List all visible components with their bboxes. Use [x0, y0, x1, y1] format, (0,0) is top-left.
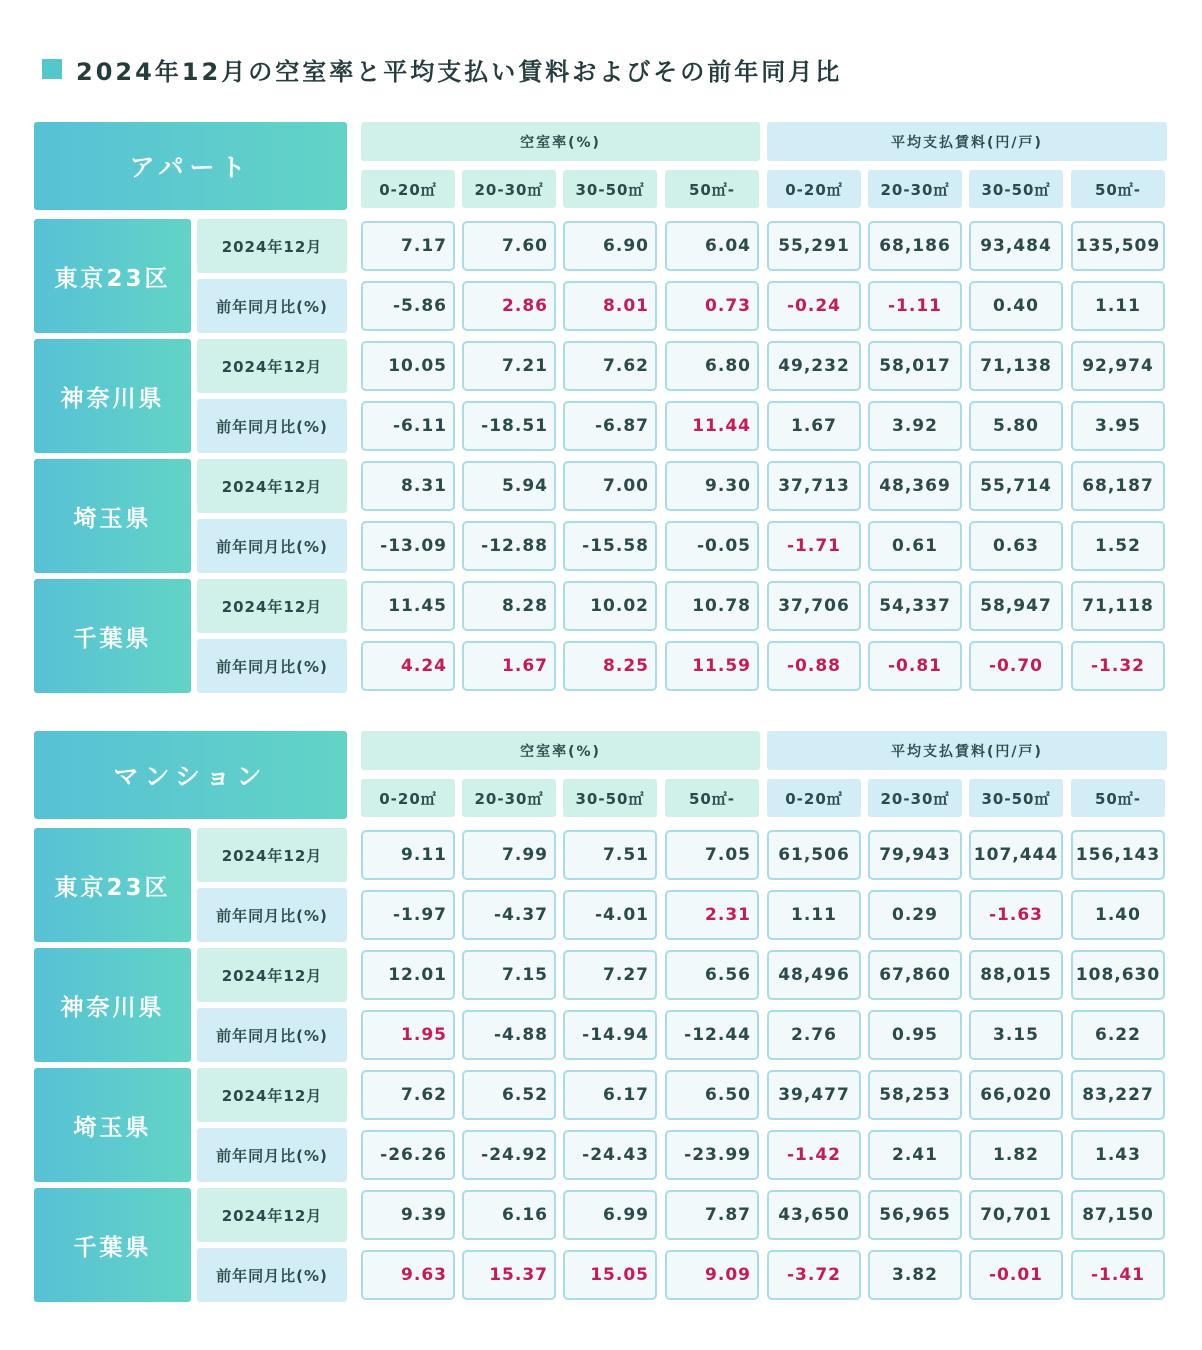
row-label-yoy: 前年同月比(%) [197, 519, 347, 573]
vacancy-cell: 5.94 [462, 461, 556, 511]
rent-cell: -1.71 [767, 521, 861, 571]
rent-cell: 0.61 [868, 521, 962, 571]
rent-cell: -1.32 [1071, 641, 1165, 691]
rent-group-header: 平均支払賃料(円/戸) [767, 122, 1167, 161]
vacancy-cell: -5.86 [361, 281, 455, 331]
row-label-yoy: 前年同月比(%) [197, 399, 347, 453]
vacancy-cell: 8.01 [563, 281, 657, 331]
vacancy-cell: 11.45 [361, 581, 455, 631]
vacancy-cell: 6.56 [665, 950, 759, 1000]
vacancy-cell: 9.30 [665, 461, 759, 511]
vacancy-cell: 6.80 [665, 341, 759, 391]
row-label-current: 2024年12月 [197, 828, 347, 882]
rent-cell: 71,138 [969, 341, 1063, 391]
rent-cell: 37,713 [767, 461, 861, 511]
rent-cell: 5.80 [969, 401, 1063, 451]
vacancy-column-header: 30-50㎡ [563, 779, 657, 817]
vacancy-cell: 7.17 [361, 221, 455, 271]
vacancy-cell: 6.04 [665, 221, 759, 271]
rent-column-header: 20-30㎡ [868, 779, 962, 817]
rent-cell: 0.63 [969, 521, 1063, 571]
rent-cell: 88,015 [969, 950, 1063, 1000]
vacancy-cell: -1.97 [361, 890, 455, 940]
rent-cell: 108,630 [1071, 950, 1165, 1000]
rent-column-header: 0-20㎡ [767, 170, 861, 208]
vacancy-cell: 8.28 [462, 581, 556, 631]
rent-cell: 3.82 [868, 1250, 962, 1300]
vacancy-cell: 7.21 [462, 341, 556, 391]
vacancy-cell: 7.60 [462, 221, 556, 271]
vacancy-cell: 7.15 [462, 950, 556, 1000]
region-label: 神奈川県 [34, 948, 191, 1062]
vacancy-cell: 6.99 [563, 1190, 657, 1240]
rent-group-header: 平均支払賃料(円/戸) [767, 731, 1167, 770]
rent-cell: 56,965 [868, 1190, 962, 1240]
vacancy-cell: 11.44 [665, 401, 759, 451]
row-label-yoy: 前年同月比(%) [197, 639, 347, 693]
rent-cell: 49,232 [767, 341, 861, 391]
row-label-current: 2024年12月 [197, 1068, 347, 1122]
vacancy-cell: 15.37 [462, 1250, 556, 1300]
vacancy-cell: -26.26 [361, 1130, 455, 1180]
vacancy-cell: -4.37 [462, 890, 556, 940]
row-label-current: 2024年12月 [197, 1188, 347, 1242]
rent-cell: 68,187 [1071, 461, 1165, 511]
rent-cell: 156,143 [1071, 830, 1165, 880]
rent-column-header: 0-20㎡ [767, 779, 861, 817]
rent-cell: 70,701 [969, 1190, 1063, 1240]
rent-cell: 87,150 [1071, 1190, 1165, 1240]
rent-cell: 1.67 [767, 401, 861, 451]
row-label-current: 2024年12月 [197, 339, 347, 393]
rent-cell: 37,706 [767, 581, 861, 631]
row-label-yoy: 前年同月比(%) [197, 1248, 347, 1302]
rent-cell: 71,118 [1071, 581, 1165, 631]
vacancy-cell: -15.58 [563, 521, 657, 571]
region-label: 東京23区 [34, 828, 191, 942]
vacancy-cell: -6.87 [563, 401, 657, 451]
vacancy-cell: -4.01 [563, 890, 657, 940]
rent-cell: 107,444 [969, 830, 1063, 880]
vacancy-cell: -0.05 [665, 521, 759, 571]
vacancy-group-header: 空室率(%) [361, 122, 760, 161]
rent-cell: 58,017 [868, 341, 962, 391]
vacancy-cell: 12.01 [361, 950, 455, 1000]
vacancy-column-header: 20-30㎡ [462, 779, 556, 817]
row-label-current: 2024年12月 [197, 948, 347, 1002]
rent-cell: -1.63 [969, 890, 1063, 940]
vacancy-cell: -14.94 [563, 1010, 657, 1060]
rent-cell: 67,860 [868, 950, 962, 1000]
rent-cell: 55,291 [767, 221, 861, 271]
rent-cell: 79,943 [868, 830, 962, 880]
rent-cell: -0.81 [868, 641, 962, 691]
vacancy-cell: 8.25 [563, 641, 657, 691]
row-label-current: 2024年12月 [197, 579, 347, 633]
rent-cell: 48,369 [868, 461, 962, 511]
vacancy-cell: -24.43 [563, 1130, 657, 1180]
vacancy-cell: 7.05 [665, 830, 759, 880]
vacancy-column-header: 50㎡- [665, 779, 759, 817]
rent-cell: 55,714 [969, 461, 1063, 511]
row-label-yoy: 前年同月比(%) [197, 1008, 347, 1062]
rent-cell: 54,337 [868, 581, 962, 631]
rent-cell: 0.29 [868, 890, 962, 940]
rent-column-header: 20-30㎡ [868, 170, 962, 208]
region-label: 東京23区 [34, 219, 191, 333]
rent-cell: 0.40 [969, 281, 1063, 331]
vacancy-cell: 1.95 [361, 1010, 455, 1060]
vacancy-column-header: 30-50㎡ [563, 170, 657, 208]
vacancy-cell: -6.11 [361, 401, 455, 451]
vacancy-cell: 11.59 [665, 641, 759, 691]
vacancy-cell: 10.05 [361, 341, 455, 391]
row-label-current: 2024年12月 [197, 219, 347, 273]
rent-cell: 66,020 [969, 1070, 1063, 1120]
vacancy-cell: 15.05 [563, 1250, 657, 1300]
rent-cell: 3.15 [969, 1010, 1063, 1060]
vacancy-column-header: 20-30㎡ [462, 170, 556, 208]
rent-column-header: 30-50㎡ [969, 779, 1063, 817]
vacancy-cell: 6.90 [563, 221, 657, 271]
rent-cell: -0.24 [767, 281, 861, 331]
rent-cell: 6.22 [1071, 1010, 1165, 1060]
vacancy-cell: 6.16 [462, 1190, 556, 1240]
rent-cell: 48,496 [767, 950, 861, 1000]
vacancy-column-header: 0-20㎡ [361, 779, 455, 817]
rent-cell: 0.95 [868, 1010, 962, 1060]
rent-cell: -0.01 [969, 1250, 1063, 1300]
row-label-yoy: 前年同月比(%) [197, 279, 347, 333]
rent-cell: -0.70 [969, 641, 1063, 691]
vacancy-cell: -12.88 [462, 521, 556, 571]
rent-cell: 61,506 [767, 830, 861, 880]
row-label-yoy: 前年同月比(%) [197, 888, 347, 942]
vacancy-cell: 9.11 [361, 830, 455, 880]
vacancy-cell: 7.62 [563, 341, 657, 391]
vacancy-cell: -12.44 [665, 1010, 759, 1060]
region-label: 千葉県 [34, 579, 191, 693]
row-label-current: 2024年12月 [197, 459, 347, 513]
rent-cell: 43,650 [767, 1190, 861, 1240]
vacancy-cell: -23.99 [665, 1130, 759, 1180]
vacancy-cell: 7.51 [563, 830, 657, 880]
vacancy-cell: 2.86 [462, 281, 556, 331]
rent-cell: -0.88 [767, 641, 861, 691]
vacancy-cell: -18.51 [462, 401, 556, 451]
region-label: 埼玉県 [34, 1068, 191, 1182]
vacancy-cell: -13.09 [361, 521, 455, 571]
rent-cell: -3.72 [767, 1250, 861, 1300]
rent-cell: 92,974 [1071, 341, 1165, 391]
vacancy-cell: 10.78 [665, 581, 759, 631]
section-title: マンション [34, 731, 347, 819]
page-title-text: 2024年12月の空室率と平均支払い賃料およびその前年同月比 [76, 57, 843, 86]
rent-cell: 58,947 [969, 581, 1063, 631]
region-label: 千葉県 [34, 1188, 191, 1302]
row-label-yoy: 前年同月比(%) [197, 1128, 347, 1182]
section-title: アパート [34, 122, 347, 210]
vacancy-cell: 8.31 [361, 461, 455, 511]
vacancy-cell: 7.62 [361, 1070, 455, 1120]
vacancy-cell: 7.87 [665, 1190, 759, 1240]
rent-cell: 3.95 [1071, 401, 1165, 451]
rent-cell: 2.76 [767, 1010, 861, 1060]
rent-cell: 68,186 [868, 221, 962, 271]
rent-cell: 2.41 [868, 1130, 962, 1180]
vacancy-cell: 10.02 [563, 581, 657, 631]
vacancy-cell: 7.27 [563, 950, 657, 1000]
rent-cell: 93,484 [969, 221, 1063, 271]
rent-cell: 135,509 [1071, 221, 1165, 271]
rent-cell: 1.40 [1071, 890, 1165, 940]
region-label: 埼玉県 [34, 459, 191, 573]
vacancy-cell: 6.50 [665, 1070, 759, 1120]
rent-cell: -1.42 [767, 1130, 861, 1180]
vacancy-column-header: 50㎡- [665, 170, 759, 208]
vacancy-cell: 2.31 [665, 890, 759, 940]
vacancy-column-header: 0-20㎡ [361, 170, 455, 208]
rent-cell: 1.43 [1071, 1130, 1165, 1180]
rent-column-header: 50㎡- [1071, 779, 1165, 817]
rent-cell: 1.82 [969, 1130, 1063, 1180]
vacancy-group-header: 空室率(%) [361, 731, 760, 770]
vacancy-cell: 1.67 [462, 641, 556, 691]
vacancy-cell: 4.24 [361, 641, 455, 691]
vacancy-cell: 9.09 [665, 1250, 759, 1300]
vacancy-cell: 9.39 [361, 1190, 455, 1240]
rent-cell: -1.11 [868, 281, 962, 331]
vacancy-cell: 6.17 [563, 1070, 657, 1120]
vacancy-cell: -4.88 [462, 1010, 556, 1060]
vacancy-cell: 0.73 [665, 281, 759, 331]
vacancy-cell: 7.00 [563, 461, 657, 511]
rent-cell: -1.41 [1071, 1250, 1165, 1300]
rent-cell: 1.11 [767, 890, 861, 940]
vacancy-cell: 7.99 [462, 830, 556, 880]
region-label: 神奈川県 [34, 339, 191, 453]
rent-cell: 39,477 [767, 1070, 861, 1120]
rent-cell: 1.52 [1071, 521, 1165, 571]
rent-column-header: 50㎡- [1071, 170, 1165, 208]
rent-column-header: 30-50㎡ [969, 170, 1063, 208]
rent-cell: 83,227 [1071, 1070, 1165, 1120]
rent-cell: 1.11 [1071, 281, 1165, 331]
rent-cell: 58,253 [868, 1070, 962, 1120]
vacancy-cell: 6.52 [462, 1070, 556, 1120]
vacancy-cell: -24.92 [462, 1130, 556, 1180]
vacancy-cell: 9.63 [361, 1250, 455, 1300]
rent-cell: 3.92 [868, 401, 962, 451]
